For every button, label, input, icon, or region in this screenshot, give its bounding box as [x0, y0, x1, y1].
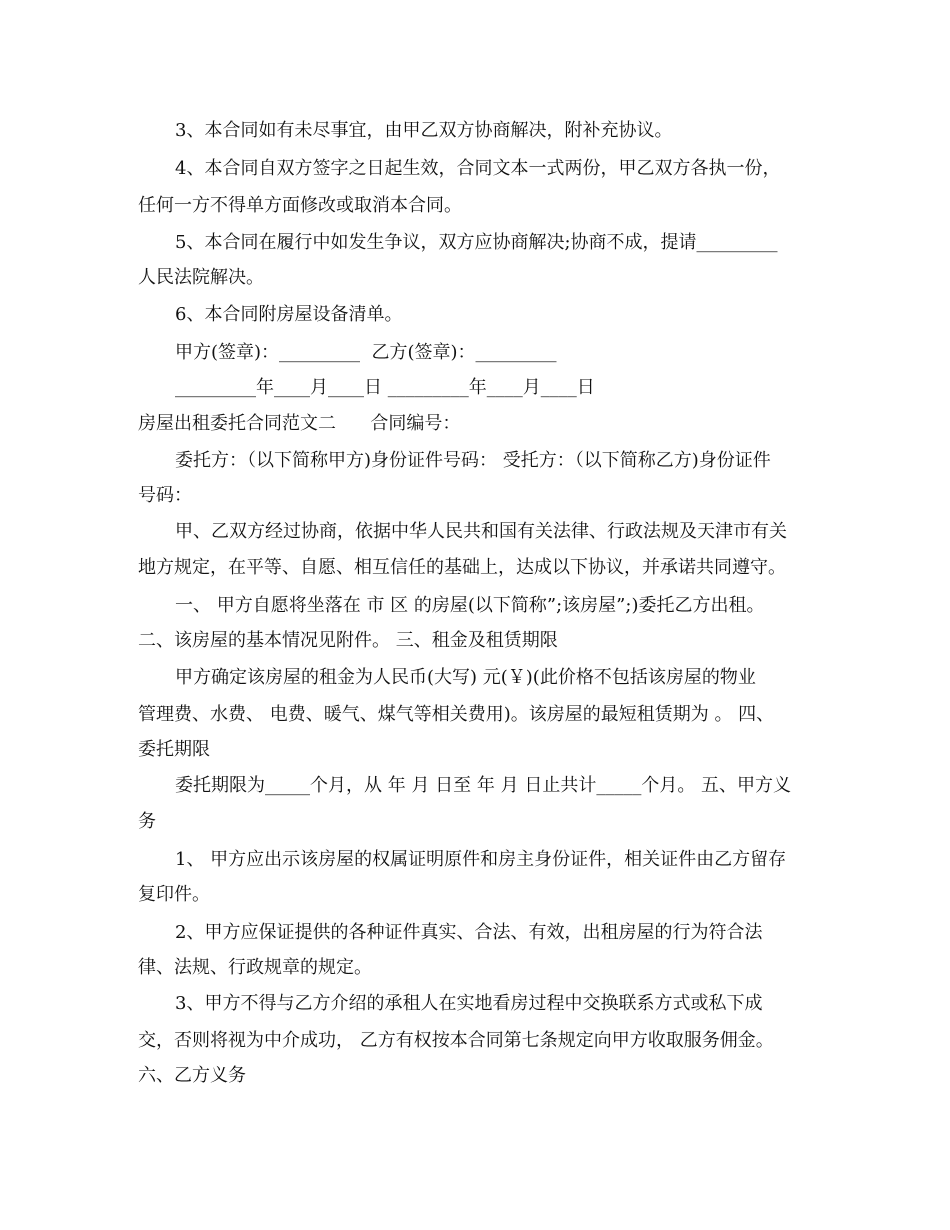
- duty-1-continuation: 复印件。: [138, 884, 210, 905]
- date-line: _________年____月____日 _________年____月____日: [175, 377, 595, 398]
- parties-continuation: 号码：: [138, 485, 192, 506]
- clause-5-continuation: 人民法院解决。: [138, 267, 264, 288]
- article-5-heading-end: 务: [138, 811, 156, 832]
- duty-2-text: 2、甲方应保证提供的各种证件真实、合法、有效，出租房屋的行为符合法: [175, 922, 763, 943]
- duty-1-text: 1、 甲方应出示该房屋的权属证明原件和房主身份证件，相关证件由乙方留存: [175, 849, 787, 870]
- term-text: 委托期限为_____个月，从 年 月 日至 年 月 日止共计_____个月。 五、甲方义: [175, 775, 792, 796]
- signature-line: 甲方(签章)：_________ 乙方(签章)：_________: [175, 342, 557, 363]
- clause-3-text: 3、本合同如有未尽事宜，由甲乙双方协商解决，附补充协议。: [175, 120, 673, 141]
- duty-2-continuation: 律、法规、行政规章的规定。: [138, 957, 372, 978]
- clause-4-text: 4、本合同自双方签字之日起生效，合同文本一式两份，甲乙双方各执一份，: [175, 158, 781, 179]
- rent-text: 甲方确定该房屋的租金为人民币(大写) 元(￥)(此价格不包括该房屋的物业: [175, 667, 756, 688]
- parties-text: 委托方：（以下简称甲方)身份证件号码： 受托方：（以下简称乙方)身份证件: [175, 450, 771, 471]
- section-title: 房屋出租委托合同范文二 合同编号：: [138, 413, 461, 434]
- duty-3-continuation: 交，否则将视为中介成功， 乙方有权按本合同第七条规定向甲方收取服务佣金。: [138, 1030, 774, 1051]
- article-2-3-heading: 二、该房屋的基本情况见附件。 三、租金及租赁期限: [138, 630, 558, 651]
- article-4-heading: 委托期限: [138, 739, 210, 760]
- article-6-heading: 六、乙方义务: [138, 1065, 246, 1086]
- duty-3-text: 3、甲方不得与乙方介绍的承租人在实地看房过程中交换联系方式或私下成: [175, 993, 763, 1014]
- article-1-text: 一、 甲方自愿将坐落在 市 区 的房屋(以下简称”;该房屋”;)委托乙方出租。: [175, 595, 765, 616]
- rent-continuation: 管理费、水费、 电费、暖气、煤气等相关费用)。该房屋的最短租赁期为 。 四、: [138, 704, 775, 725]
- clause-4-continuation: 任何一方不得单方面修改或取消本合同。: [138, 195, 462, 216]
- preamble-text: 甲、乙双方经过协商，依据中华人民共和国有关法律、行政法规及天津市有关: [175, 521, 787, 542]
- clause-6-text: 6、本合同附房屋设备清单。: [175, 304, 403, 325]
- preamble-continuation: 地方规定，在平等、自愿、相互信任的基础上，达成以下协议，并承诺共同遵守。: [138, 557, 786, 578]
- clause-5-text: 5、本合同在履行中如发生争议，双方应协商解决;协商不成，提请_________: [175, 232, 778, 253]
